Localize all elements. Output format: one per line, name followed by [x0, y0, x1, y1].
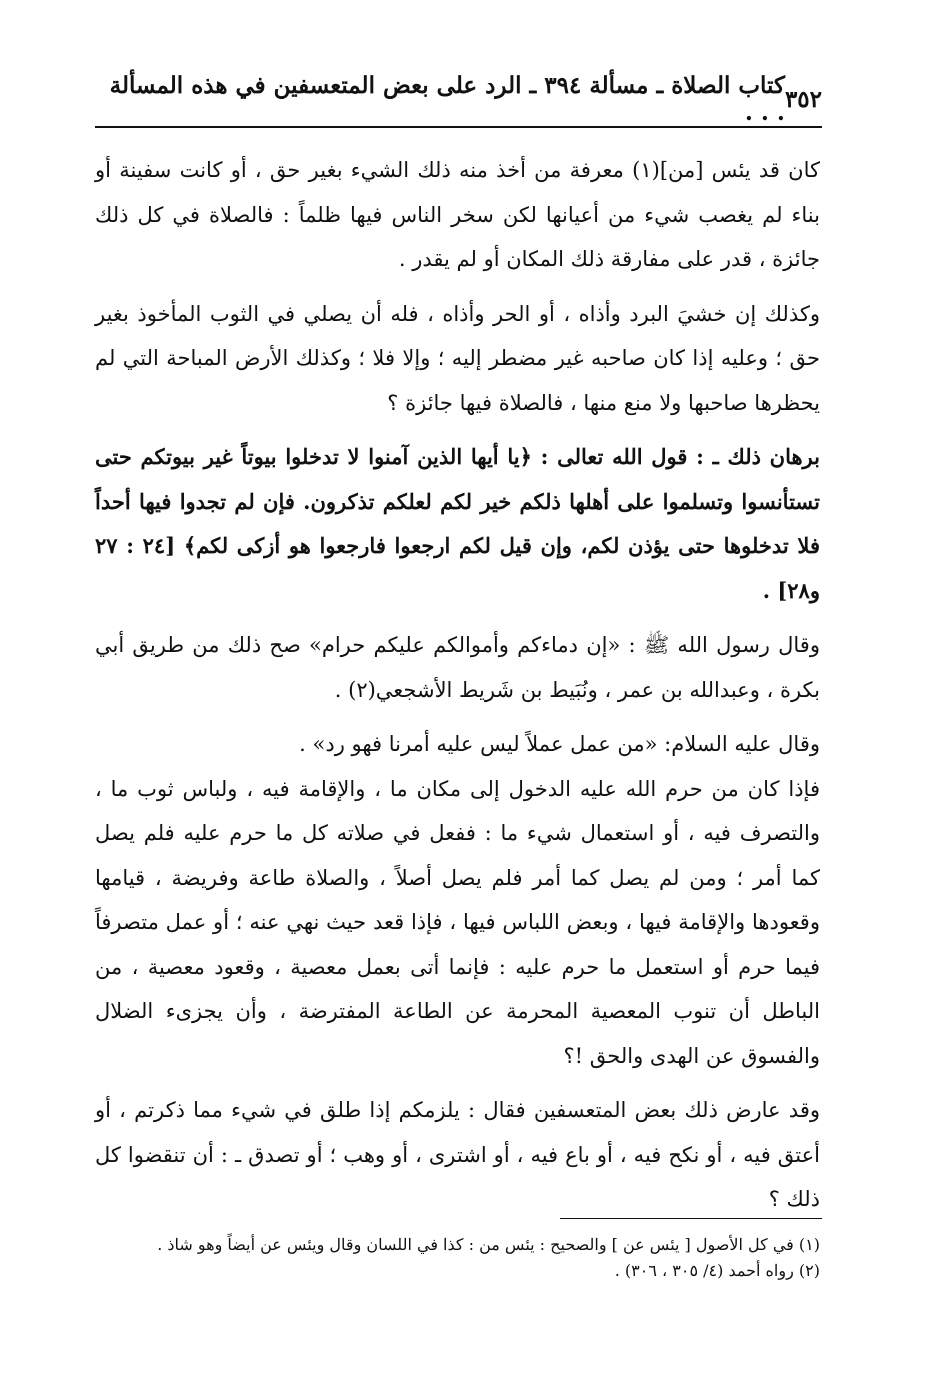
paragraph: وكذلك إن خشيَ البرد وأذاه ، أو الحر وأذاه ، فله أن يصلي في الثوب المأخوذ بغير حق ؛ وعليه إذا كان صاحبه غير مضطر إليه ؛ وإلا فلا ؛ وكذلك الأرض المباحة التي لم يحظرها صاحبها ولا منع منها ، فالصلاة فيها جائزة ؟ — [95, 301, 820, 415]
paragraph-hadith: وقال رسول الله ﷺ : «إن دماءكم وأموالكم عليكم حرام» صح ذلك من طريق أبي بكرة ، وعبدالله بن عمر ، ونُبَيط بن شَريط الأشجعي(٢) . — [95, 633, 820, 702]
main-text — [95, 148, 820, 1232]
paragraph-quran-verse: برهان ذلك ـ : قول الله تعالى : ﴿يا أيها الذين آمنوا لا تدخلوا بيوتاً غير بيوتكم حتى تستأنسوا وتسلموا على أهلها ذلكم خير لكم لعلكم تذكرون. فإن لم تجدوا فيها أحداً فلا تدخلوها حتى يؤذن لكم، وإن قيل لكم ارجعوا فارجعوا هو أزكى لكم﴾ [٢٤ : ٢٧ و٢٨] . — [95, 444, 821, 603]
header-rule — [95, 126, 822, 128]
footnotes — [95, 1232, 820, 1284]
page-number: ٣٥٢ — [784, 85, 822, 113]
paragraph: وقد عارض ذلك بعض المتعسفين فقال : يلزمكم إذا طلق في شيء مما ذكرتم ، أو أعتق فيه ، أو نكح فيه ، أو باع فيه ، أو اشترى ، أو وهب ؛ أو تصدق ـ : أن تنقضوا كل ذلك ؟ — [95, 1098, 820, 1211]
footnote-rule — [560, 1218, 822, 1219]
footnote: (٢) رواه أحمد (٤/ ٣٠٥ ، ٣٠٦) . — [614, 1261, 820, 1280]
paragraph-hadith: وقال عليه السلام: «من عمل عملاً ليس عليه أمرنا فهو رد» . — [299, 732, 820, 756]
footnote: (١) في كل الأصول [ يئس عن ] والصحيح : يئس من : كذا في اللسان وقال ويئس عن أيضاً وهو شاذ . — [157, 1235, 820, 1254]
paragraph: فإذا كان من حرم الله عليه الدخول إلى مكان ما ، والإقامة فيه ، ولباس ثوب ما ، والتصرف فيه ، أو استعمال شيء ما : ففعل في صلاته كل ما حرم عليه فلم يصل كما أمر ؛ ومن لم يصل كما أمر فلم يصل أصلاً ، والصلاة طاعة وفريضة ، قيامها وقعودها والإقامة فيها ، وبعض اللباس فيها ، فإذا قعد حيث نهي عنه ؛ أو عمل متصرفاً فيما حرم أو استعمل ما حرم عليه : فإنما أتى بعمل معصية ، وقعود معصية ، من الباطل أن تنوب المعصية المحرمة عن الطاعة المفترضة ، وأن يجزىء الضلال والفسوق عن الهدى والحق !؟ — [95, 776, 820, 1068]
page-header — [95, 74, 822, 124]
running-title: كتاب الصلاة ـ مسألة ٣٩٤ ـ الرد على بعض المتعسفين في هذه المسألة . . . — [109, 72, 785, 126]
paragraph: كان قد يئس [من](١) معرفة من أخذ منه ذلك الشيء بغير حق ، أو كانت سفينة أو بناء لم يغصب شيء من أعيانها لكن سخر الناس فيها ظلماً : فالصلاة في كل ذلك جائزة ، قدر على مفارقة ذلك المكان أو لم يقدر . — [95, 158, 820, 271]
